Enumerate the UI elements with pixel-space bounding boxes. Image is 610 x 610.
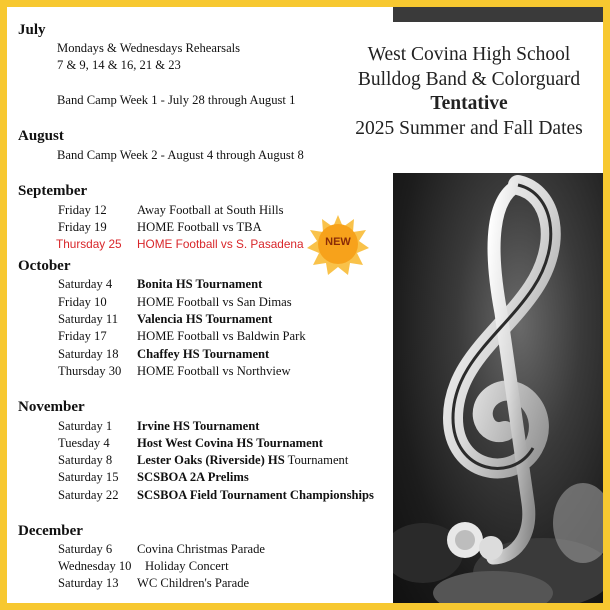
event-day: Saturday 8 — [58, 453, 113, 467]
event-name: Away Football at South Hills — [137, 203, 284, 217]
event-day: Thursday 30 — [58, 364, 122, 378]
event-name: Irvine HS Tournament — [137, 419, 260, 433]
season-label: 2025 Summer and Fall Dates — [355, 117, 583, 139]
event-day: Saturday 22 — [58, 488, 119, 502]
event-day: Saturday 1 — [58, 419, 113, 433]
event-day: Saturday 4 — [58, 277, 113, 291]
event-day: Saturday 15 — [58, 470, 119, 484]
july-rehearsal-dates: 7 & 9, 14 & 16, 21 & 23 — [57, 58, 181, 72]
event-name: Bonita HS Tournament — [137, 277, 263, 291]
treble-clef-photo — [393, 173, 603, 603]
event-name: HOME Football vs Northview — [137, 364, 291, 378]
flyer-page — [7, 7, 603, 603]
event-day: Wednesday 10 — [58, 559, 132, 573]
treble-clef-icon — [393, 173, 603, 603]
event-name: Covina Christmas Parade — [137, 542, 266, 556]
top-dark-bar — [393, 7, 603, 22]
july-rehearsals: Mondays & Wednesdays Rehearsals — [57, 41, 241, 55]
band-camp-week-2: Band Camp Week 2 - August 4 through August 8 — [57, 148, 304, 162]
new-badge — [307, 213, 369, 275]
event-day: Friday 17 — [58, 329, 107, 343]
month-august: August — [18, 128, 64, 144]
event-day: Friday 10 — [58, 295, 107, 309]
band-camp-week-1: Band Camp Week 1 - July 28 through August 1 — [57, 93, 296, 107]
month-november: November — [18, 399, 85, 415]
event-name: Valencia HS Tournament — [137, 312, 273, 326]
event-day: Saturday 6 — [58, 542, 113, 556]
month-september: September — [18, 183, 88, 199]
new-badge-label: NEW — [325, 236, 351, 248]
event-day: Friday 12 — [58, 203, 107, 217]
event-name: SCSBOA 2A Prelims — [137, 470, 249, 484]
month-july: July — [18, 22, 46, 38]
month-october: October — [18, 258, 71, 274]
event-day-new: Thursday 25 — [56, 237, 122, 251]
event-name: Host West Covina HS Tournament — [137, 436, 323, 450]
event-name: HOME Football vs Baldwin Park — [137, 329, 306, 343]
event-day: Tuesday 4 — [58, 436, 110, 450]
event-name: WC Children's Parade — [137, 576, 250, 590]
event-day: Saturday 18 — [58, 347, 119, 361]
flyer-title — [333, 43, 603, 141]
month-december: December — [18, 523, 83, 539]
event-day: Saturday 13 — [58, 576, 119, 590]
event-name: HOME Football vs San Dimas — [137, 295, 292, 309]
event-day: Saturday 11 — [58, 312, 119, 326]
tentative-label: Tentative — [430, 93, 508, 114]
school-name: West Covina High School — [367, 44, 571, 65]
event-name-bold: Lester Oaks (Riverside) HS — [137, 453, 285, 467]
event-name — [137, 453, 348, 468]
event-name: Holiday Concert — [145, 559, 229, 573]
event-name-rest: Tournament — [284, 453, 349, 467]
event-day: Friday 19 — [58, 220, 107, 234]
event-name-new: HOME Football vs S. Pasadena — [137, 237, 304, 251]
event-name: Chaffey HS Tournament — [137, 347, 270, 361]
band-name: Bulldog Band & Colorguard — [357, 68, 581, 90]
event-name: SCSBOA Field Tournament Championships — [137, 488, 374, 502]
event-name: HOME Football vs TBA — [137, 220, 262, 234]
